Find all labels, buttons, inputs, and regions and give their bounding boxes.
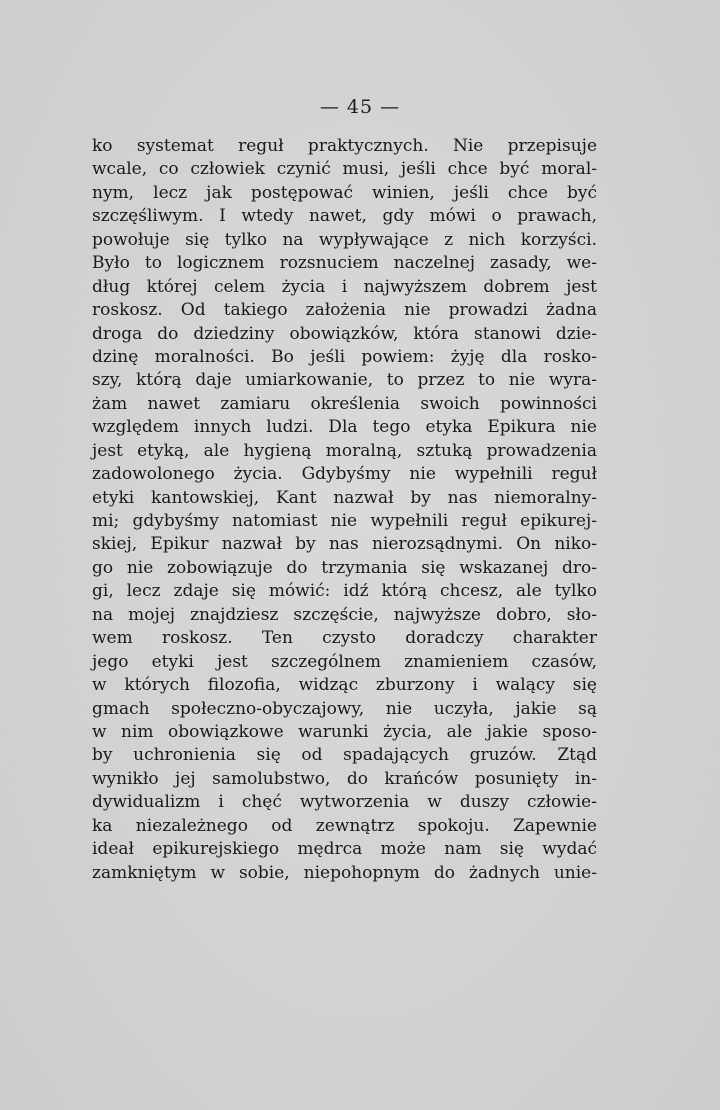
text-line: powołuje się tylko na wypływające z nich korzyści. [92,229,597,250]
text-line: żam nawet zamiaru określenia swoich powinności [92,393,597,414]
text-line: roskosz. Od takiego założenia nie prowadzi żadna [92,300,597,321]
page-number: — 45 — [319,96,401,118]
text-line: droga do dziedziny obowiązków, która stanowi dzie- [92,323,597,344]
text-line: zadowolonego życia. Gdybyśmy nie wypełnili reguł [92,464,597,485]
text-line: na mojej znajdziesz szczęście, najwyższe dobro, sło- [92,604,597,625]
text-line: dzinę moralności. Bo jeśli powiem: żyję dla rosko- [92,346,597,367]
text-line: ko systemat reguł praktycznych. Nie przepisuje [92,136,597,156]
text-line: jest etyką, ale hygieną moralną, sztuką prowadzenia [92,440,597,461]
text-line: by uchronienia się od spadających gruzów. Ztąd [92,745,597,766]
text-line: gmach społeczno-obyczajowy, nie uczyła, jakie są [92,698,597,719]
text-line: szy, którą daje umiarkowanie, to przez to nie wyra- [92,370,597,391]
text-line: względem innych ludzi. Dla tego etyka Epikura nie [92,417,597,438]
text-line: w których filozofia, widząc zburzony i walący się [92,675,597,696]
text-line: go nie zobowiązuje do trzymania się wskazanej dro- [92,557,597,578]
text-line: wcale, co człowiek czynić musi, jeśli chce być moral- [92,159,597,180]
text-line: mi; gdybyśmy natomiast nie wypełnili reguł epikurej- [92,511,597,531]
text-line: ka niezależnego od zewnątrz spokoju. Zapewnie [92,815,597,836]
text-line: w nim obowiązkowe warunki życia, ale jakie sposo- [92,721,597,742]
text-line: dywidualizm i chęć wytworzenia w duszy człowie- [92,792,597,813]
body-text [92,135,597,885]
text-line: ideał epikurejskiego mędrca może nam się wydać [92,839,597,860]
text-line: nym, lecz jak postępować winien, jeśli chce być [92,182,597,203]
text-line: wynikło jej samolubstwo, do krańców posunięty in- [92,768,597,789]
text-line: Było to logicznem rozsnuciem naczelnej zasady, we- [92,253,597,274]
text-line: zamkniętym w sobie, niepohopnym do żadnych unie- [92,862,597,883]
text-line: jego etyki jest szczególnem znamieniem czasów, [92,651,597,672]
text-line: gi, lecz zdaje się mówić: idź którą chcesz, ale tylko [92,581,597,602]
text-line: skiej, Epikur nazwał by nas nierozsądnymi. On niko- [92,534,597,555]
text-line: szczęśliwym. I wtedy nawet, gdy mówi o prawach, [92,206,597,227]
text-line: etyki kantowskiej, Kant nazwał by nas niemoralny- [92,487,597,508]
text-line: dług której celem życia i najwyższem dobrem jest [92,276,597,297]
text-line: wem roskosz. Ten czysto doradczy charakter [92,628,597,649]
